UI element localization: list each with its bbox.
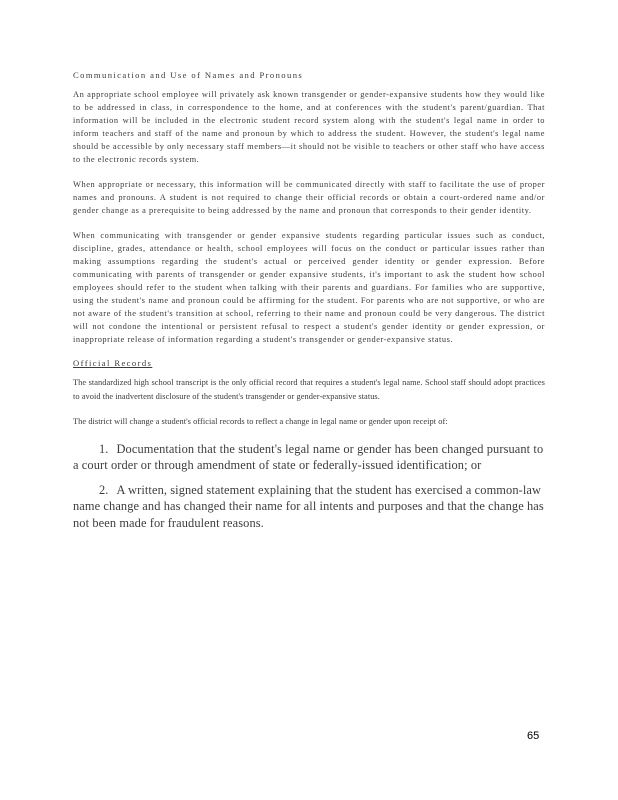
section-heading-names-pronouns: Communication and Use of Names and Pronouns — [73, 70, 304, 80]
section-heading-official-records: Official Records — [73, 358, 153, 368]
paragraph-4: The standardized high school transcript is the only official record that requires a student's legal name. School staff should adopt practices to avoid the inadvertent disclosure of the student's transgender or gender-expansive status. — [73, 378, 545, 401]
paragraph-2: When appropriate or necessary, this information will be communicated directly with staff to facilitate the use of proper names and pronouns. A student is not required to change their official records or obtain a court-ordered name and/or gender change as a prerequisite to being addressed by the name and pronoun that corresponds to their gender identity. — [73, 180, 545, 215]
list-item-text: A written, signed statement explaining that the student has exercised a common-law name change and has changed their name for all intents and purposes and that the change has not been made for fraudulent reasons. — [73, 482, 544, 530]
list-item — [73, 482, 545, 532]
records-requirements-list — [73, 441, 545, 532]
list-item — [73, 441, 545, 474]
paragraph-5: The district will change a student's official records to reflect a change in legal name or gender upon receipt of: — [73, 417, 448, 426]
list-item-number: 2. — [99, 482, 109, 497]
paragraph-3: When communicating with transgender or gender expansive students regarding particular issues such as conduct, discipline, grades, attendance or health, school employees will focus on the conduct or particular issues rather than making assumptions regarding the student's actual or perceived gender identity or gender expression. Before communicating with parents of transgender or gender expansive students, it's important to ask the student how school employees should refer to the student when talking with their parents and guardians. For families who are supportive, using the student's name and pronoun could be affirming for the student. For parents who are not supportive, or who are not aware of the student's transition at school, referring to their name and pronoun could be very dangerous. The district will not condone the intentional or persistent refusal to respect a student's gender identity or gender expression, or inappropriate release of information regarding a student's transgender or gender-expansive status. — [73, 231, 545, 344]
paragraph-1: An appropriate school employee will privately ask known transgender or gender-expansive students how they would like to be addressed in class, in correspondence to the home, and at conferences with the student's parent/guardian. That information will be included in the electronic student record system along with the student's legal name in order to inform teachers and staff of the name and pronoun by which to address the student. However, the student's legal name should be accessible by only necessary staff members—it should not be visible to teachers or other staff who have access to the electronic records system. — [73, 90, 545, 164]
list-item-text: Documentation that the student's legal name or gender has been changed pursuant to a court order or through amendment of state or federally-issued identification; or — [73, 441, 544, 472]
list-item-number: 1. — [99, 441, 109, 456]
page-number: 65 — [527, 730, 540, 742]
document-page — [73, 70, 545, 539]
